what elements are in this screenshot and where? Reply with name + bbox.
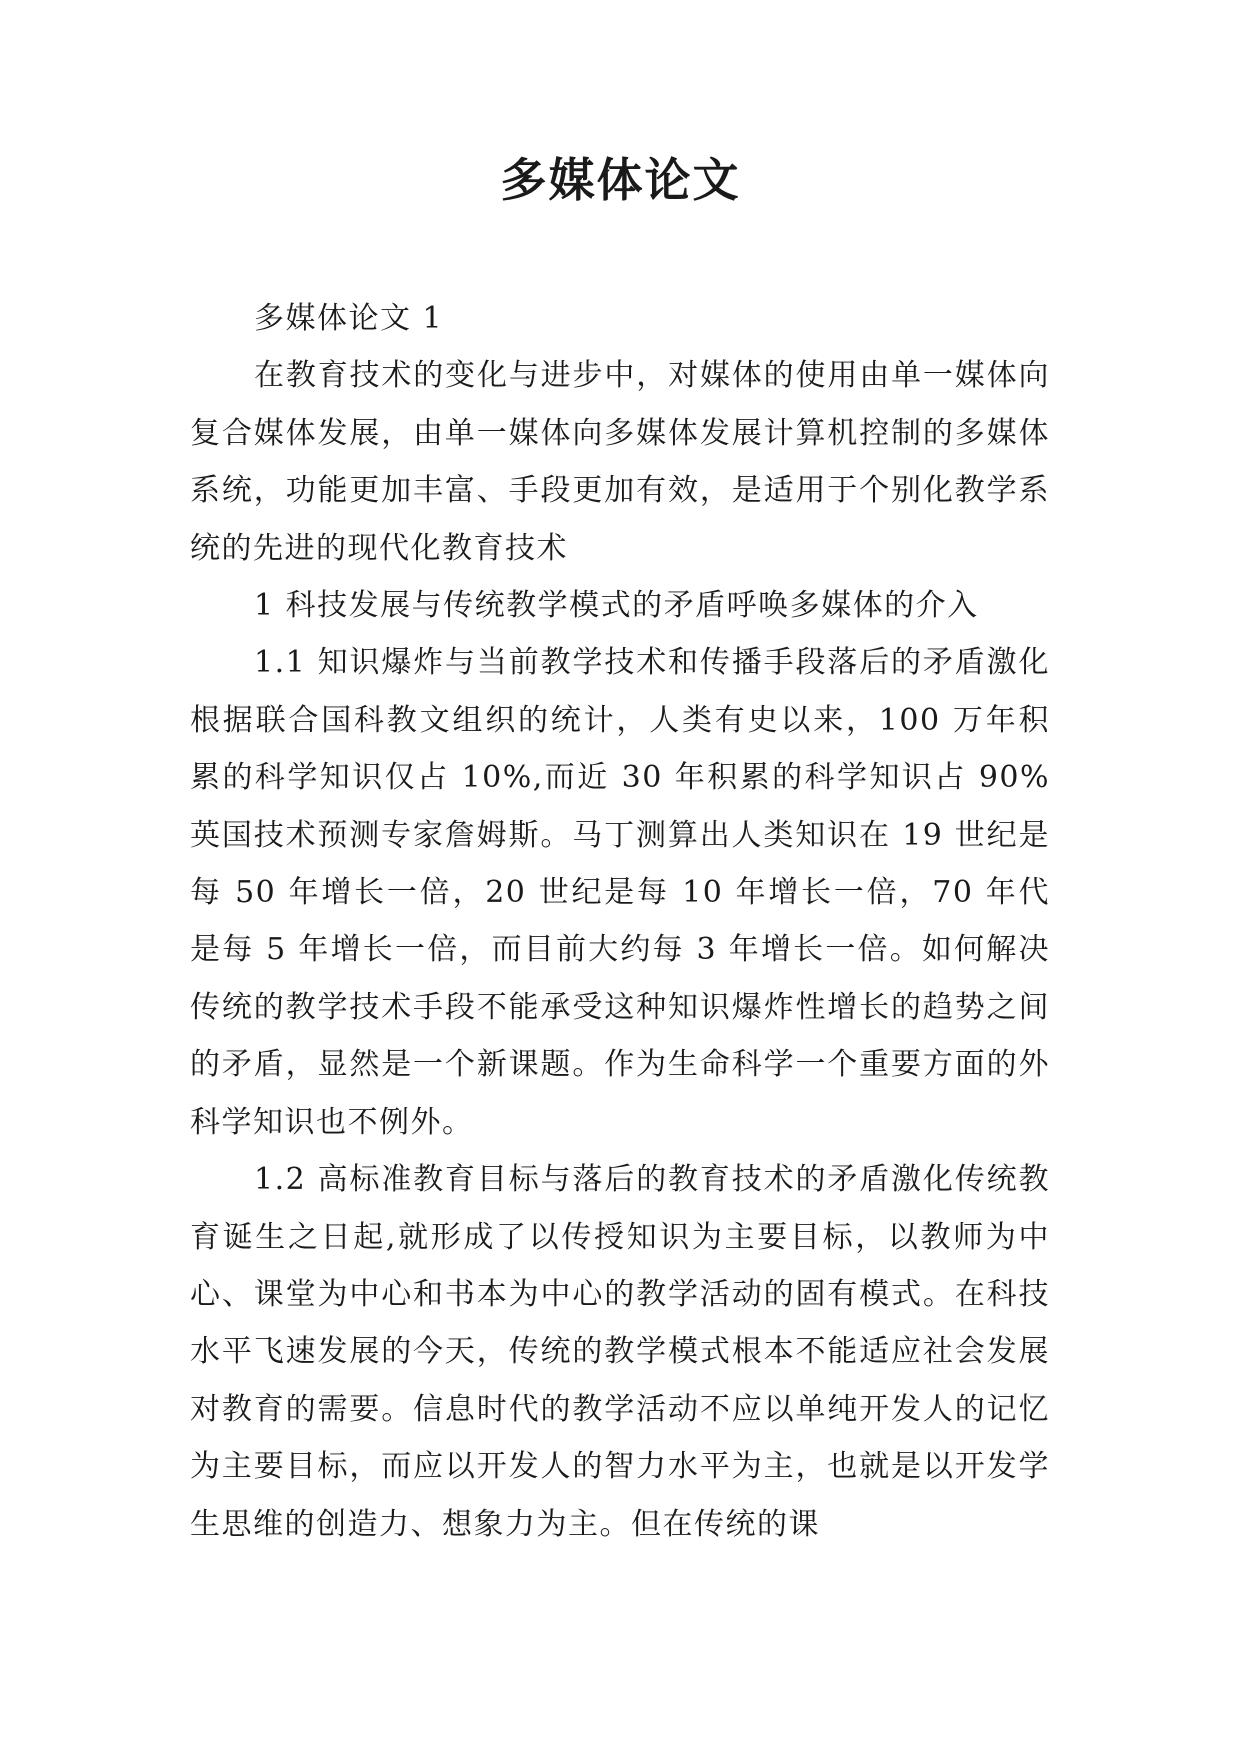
- paragraph-heading-1: 多媒体论文 1: [254, 301, 444, 336]
- paragraph-section-1-2: 1.2 高标准教育目标与落后的教育技术的矛盾激化传统教育诞生之日起,就形成了以传授知识为主要目标，以教师为中心、课堂为中心和书本为中心的教学活动的固有模式。在科技水平飞速发展的今天，传统的教学模式根本不能适应社会发展对教育的需要。信息时代的教学活动不应以单纯开发人的记忆为主要目标，而应以开发人的智力水平为主，也就是以开发学生思维的创造力、想象力为主。但在传统的课: [190, 1162, 1050, 1542]
- section-heading-1: 1 科技发展与传统教学模式的矛盾呼唤多媒体的介入: [254, 588, 979, 624]
- paragraph-intro: 在教育技术的变化与进步中，对媒体的使用由单一媒体向复合媒体发展，由单一媒体向多媒体发展计算机控制的多媒体系统，功能更加丰富、手段更加有效，是适用于个别化教学系统的先进的现代化教育技术: [190, 358, 1050, 566]
- paragraph-section-1-1: 1.1 知识爆炸与当前教学技术和传播手段落后的矛盾激化根据联合国科教文组织的统计，人类有史以来，100 万年积累的科学知识仅占 10%,而近 30 年积累的科学知识占 90%英国技术预测专家詹姆斯。马丁测算出人类知识在 19 世纪是每 50 年增长一倍，20 世纪是每 10 年增长一倍，70 年代是每 5 年增长一倍，而目前大约每 3 年增长一倍。如何解决传统的教学技术手段不能承受这种知识爆炸性增长的趋势之间的矛盾，显然是一个新课题。作为生命科学一个重要方面的外科学知识也不例外。: [190, 645, 1050, 1140]
- document-title: 多媒体论文: [500, 153, 741, 207]
- document-body: [190, 290, 1050, 1553]
